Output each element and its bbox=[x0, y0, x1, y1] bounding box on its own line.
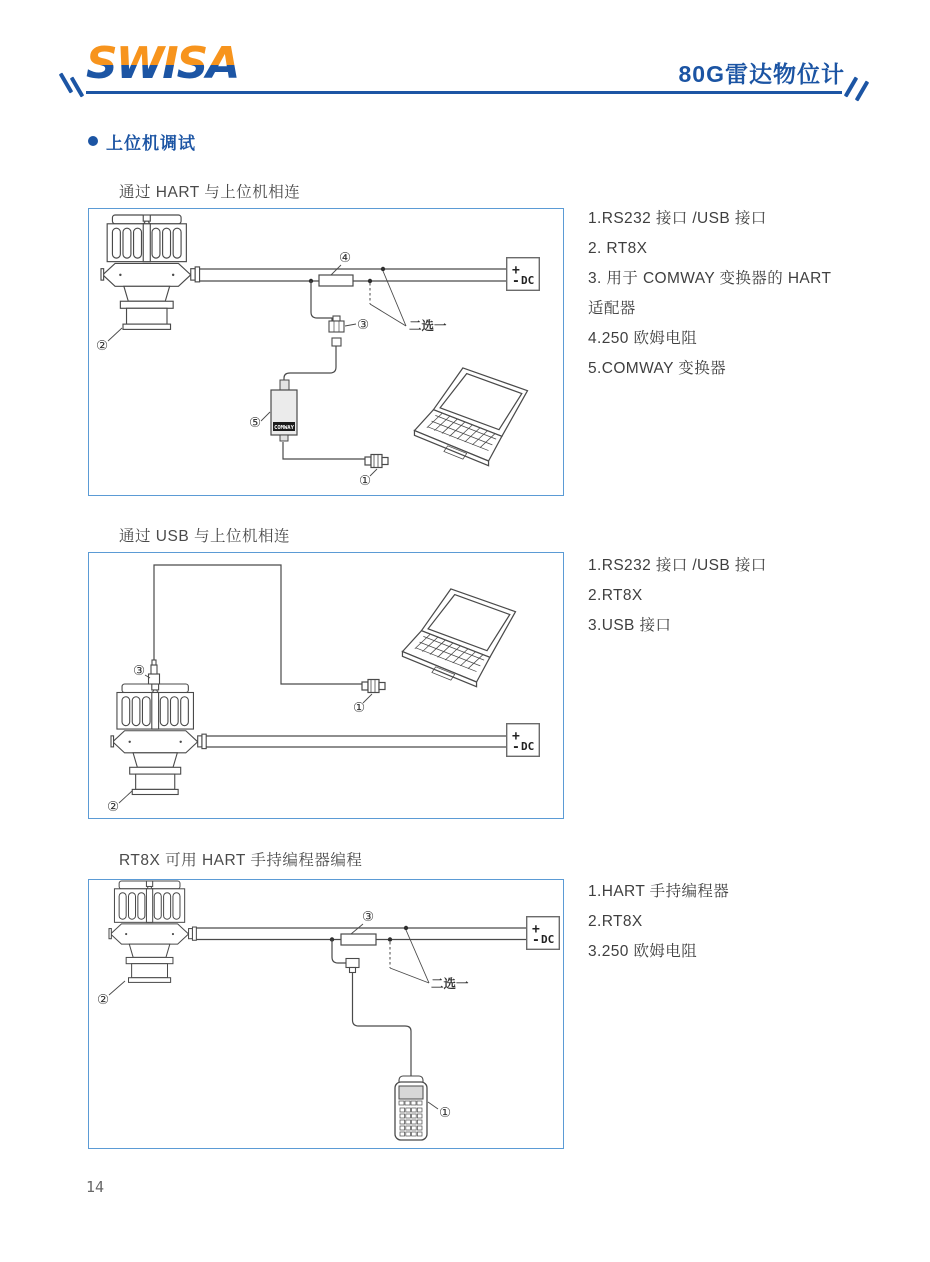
legend-line: 2.RT8X bbox=[588, 587, 643, 604]
dc-power-box bbox=[527, 917, 560, 950]
handheld-programmer bbox=[395, 1076, 427, 1140]
comway-converter bbox=[271, 380, 297, 441]
radar-transmitter bbox=[101, 215, 200, 329]
legend-line: 3. 用于 COMWAY 变换器的 HART bbox=[588, 270, 832, 287]
legend-line: 适配器 bbox=[588, 300, 636, 317]
legend-line: 1.RS232 接口 /USB 接口 bbox=[588, 210, 767, 227]
header-slash-right-icon bbox=[844, 76, 858, 97]
diagram-handheld-svg bbox=[89, 880, 560, 1145]
legend-line: 5.COMWAY 变换器 bbox=[588, 360, 726, 377]
header-slash-left-icon bbox=[70, 76, 84, 97]
junction-dot bbox=[404, 926, 408, 930]
diagram-usb-connection bbox=[88, 552, 564, 819]
figure-legend bbox=[588, 551, 767, 641]
figure-legend bbox=[588, 877, 729, 967]
company-logo: SWISA bbox=[86, 38, 239, 89]
header-slash-left-icon bbox=[59, 72, 73, 93]
marker-5: ⑤ bbox=[248, 415, 262, 431]
radar-transmitter bbox=[109, 881, 196, 982]
hart-adapter-plug bbox=[329, 316, 344, 346]
junction-dot bbox=[388, 937, 392, 941]
leader-line bbox=[119, 791, 132, 803]
figure-caption: 通过 USB 与上位机相连 bbox=[119, 528, 290, 545]
resistor bbox=[341, 934, 376, 945]
wire bbox=[283, 442, 365, 459]
laptop bbox=[402, 589, 515, 687]
wire bbox=[284, 346, 336, 380]
header-rule bbox=[86, 91, 842, 94]
legend-line: 4.250 欧姆电阻 bbox=[588, 330, 698, 347]
legend-line: 2.RT8X bbox=[588, 913, 643, 930]
serial-plug bbox=[362, 680, 385, 693]
choose-one-label: 二选一 bbox=[431, 977, 469, 991]
wire bbox=[353, 973, 412, 1077]
diagram-usb-svg bbox=[89, 553, 560, 815]
laptop bbox=[414, 368, 527, 466]
marker-3: ③ bbox=[132, 663, 146, 679]
figure-caption: RT8X 可用 HART 手持编程器编程 bbox=[119, 852, 363, 869]
section-bullet-icon bbox=[88, 136, 98, 146]
wire bbox=[311, 281, 332, 321]
marker-1: ① bbox=[352, 700, 366, 716]
legend-line: 3.USB 接口 bbox=[588, 617, 672, 634]
header-slash-right-icon bbox=[855, 80, 869, 101]
marker-4: ④ bbox=[338, 250, 352, 266]
marker-2: ② bbox=[96, 992, 110, 1008]
page-number: 14 bbox=[86, 1178, 105, 1196]
marker-2: ② bbox=[95, 338, 109, 354]
dc-power-box bbox=[507, 258, 540, 291]
hart-adapter-plug bbox=[346, 959, 359, 973]
resistor bbox=[319, 275, 353, 286]
section-title: 上位机调试 bbox=[106, 134, 196, 153]
leader-line bbox=[345, 324, 356, 326]
marker-2: ② bbox=[106, 799, 120, 815]
product-title: 80G雷达物位计 bbox=[678, 61, 845, 87]
leader-line bbox=[383, 271, 406, 326]
wire bbox=[154, 565, 362, 684]
diagram-handheld-programming bbox=[88, 879, 564, 1149]
legend-line: 3.250 欧姆电阻 bbox=[588, 943, 698, 960]
leader-line bbox=[108, 328, 122, 341]
diagram-hart-connection bbox=[88, 208, 564, 496]
leader-line bbox=[109, 981, 125, 995]
serial-plug bbox=[365, 455, 388, 468]
legend-line: 1.RS232 接口 /USB 接口 bbox=[588, 557, 767, 574]
leader-line bbox=[428, 1102, 438, 1109]
choose-one-label: 二选一 bbox=[409, 319, 447, 333]
marker-3: ③ bbox=[361, 909, 375, 925]
marker-1: ① bbox=[358, 473, 372, 489]
usb-adapter-plug bbox=[149, 660, 160, 684]
leader-line bbox=[261, 412, 270, 421]
marker-3: ③ bbox=[356, 317, 370, 333]
junction-dot bbox=[381, 267, 385, 271]
legend-line: 1.HART 手持编程器 bbox=[588, 883, 730, 900]
diagram-hart-svg bbox=[89, 209, 560, 492]
figure-legend bbox=[588, 204, 831, 384]
figure-caption: 通过 HART 与上位机相连 bbox=[119, 184, 301, 201]
junction-dot bbox=[368, 279, 372, 283]
leader-line bbox=[370, 304, 406, 326]
leader-line bbox=[351, 924, 363, 934]
dc-power-box bbox=[507, 724, 540, 757]
leader-line bbox=[331, 265, 341, 275]
marker-1: ① bbox=[438, 1105, 452, 1121]
radar-transmitter bbox=[111, 684, 206, 795]
legend-line: 2. RT8X bbox=[588, 240, 648, 257]
